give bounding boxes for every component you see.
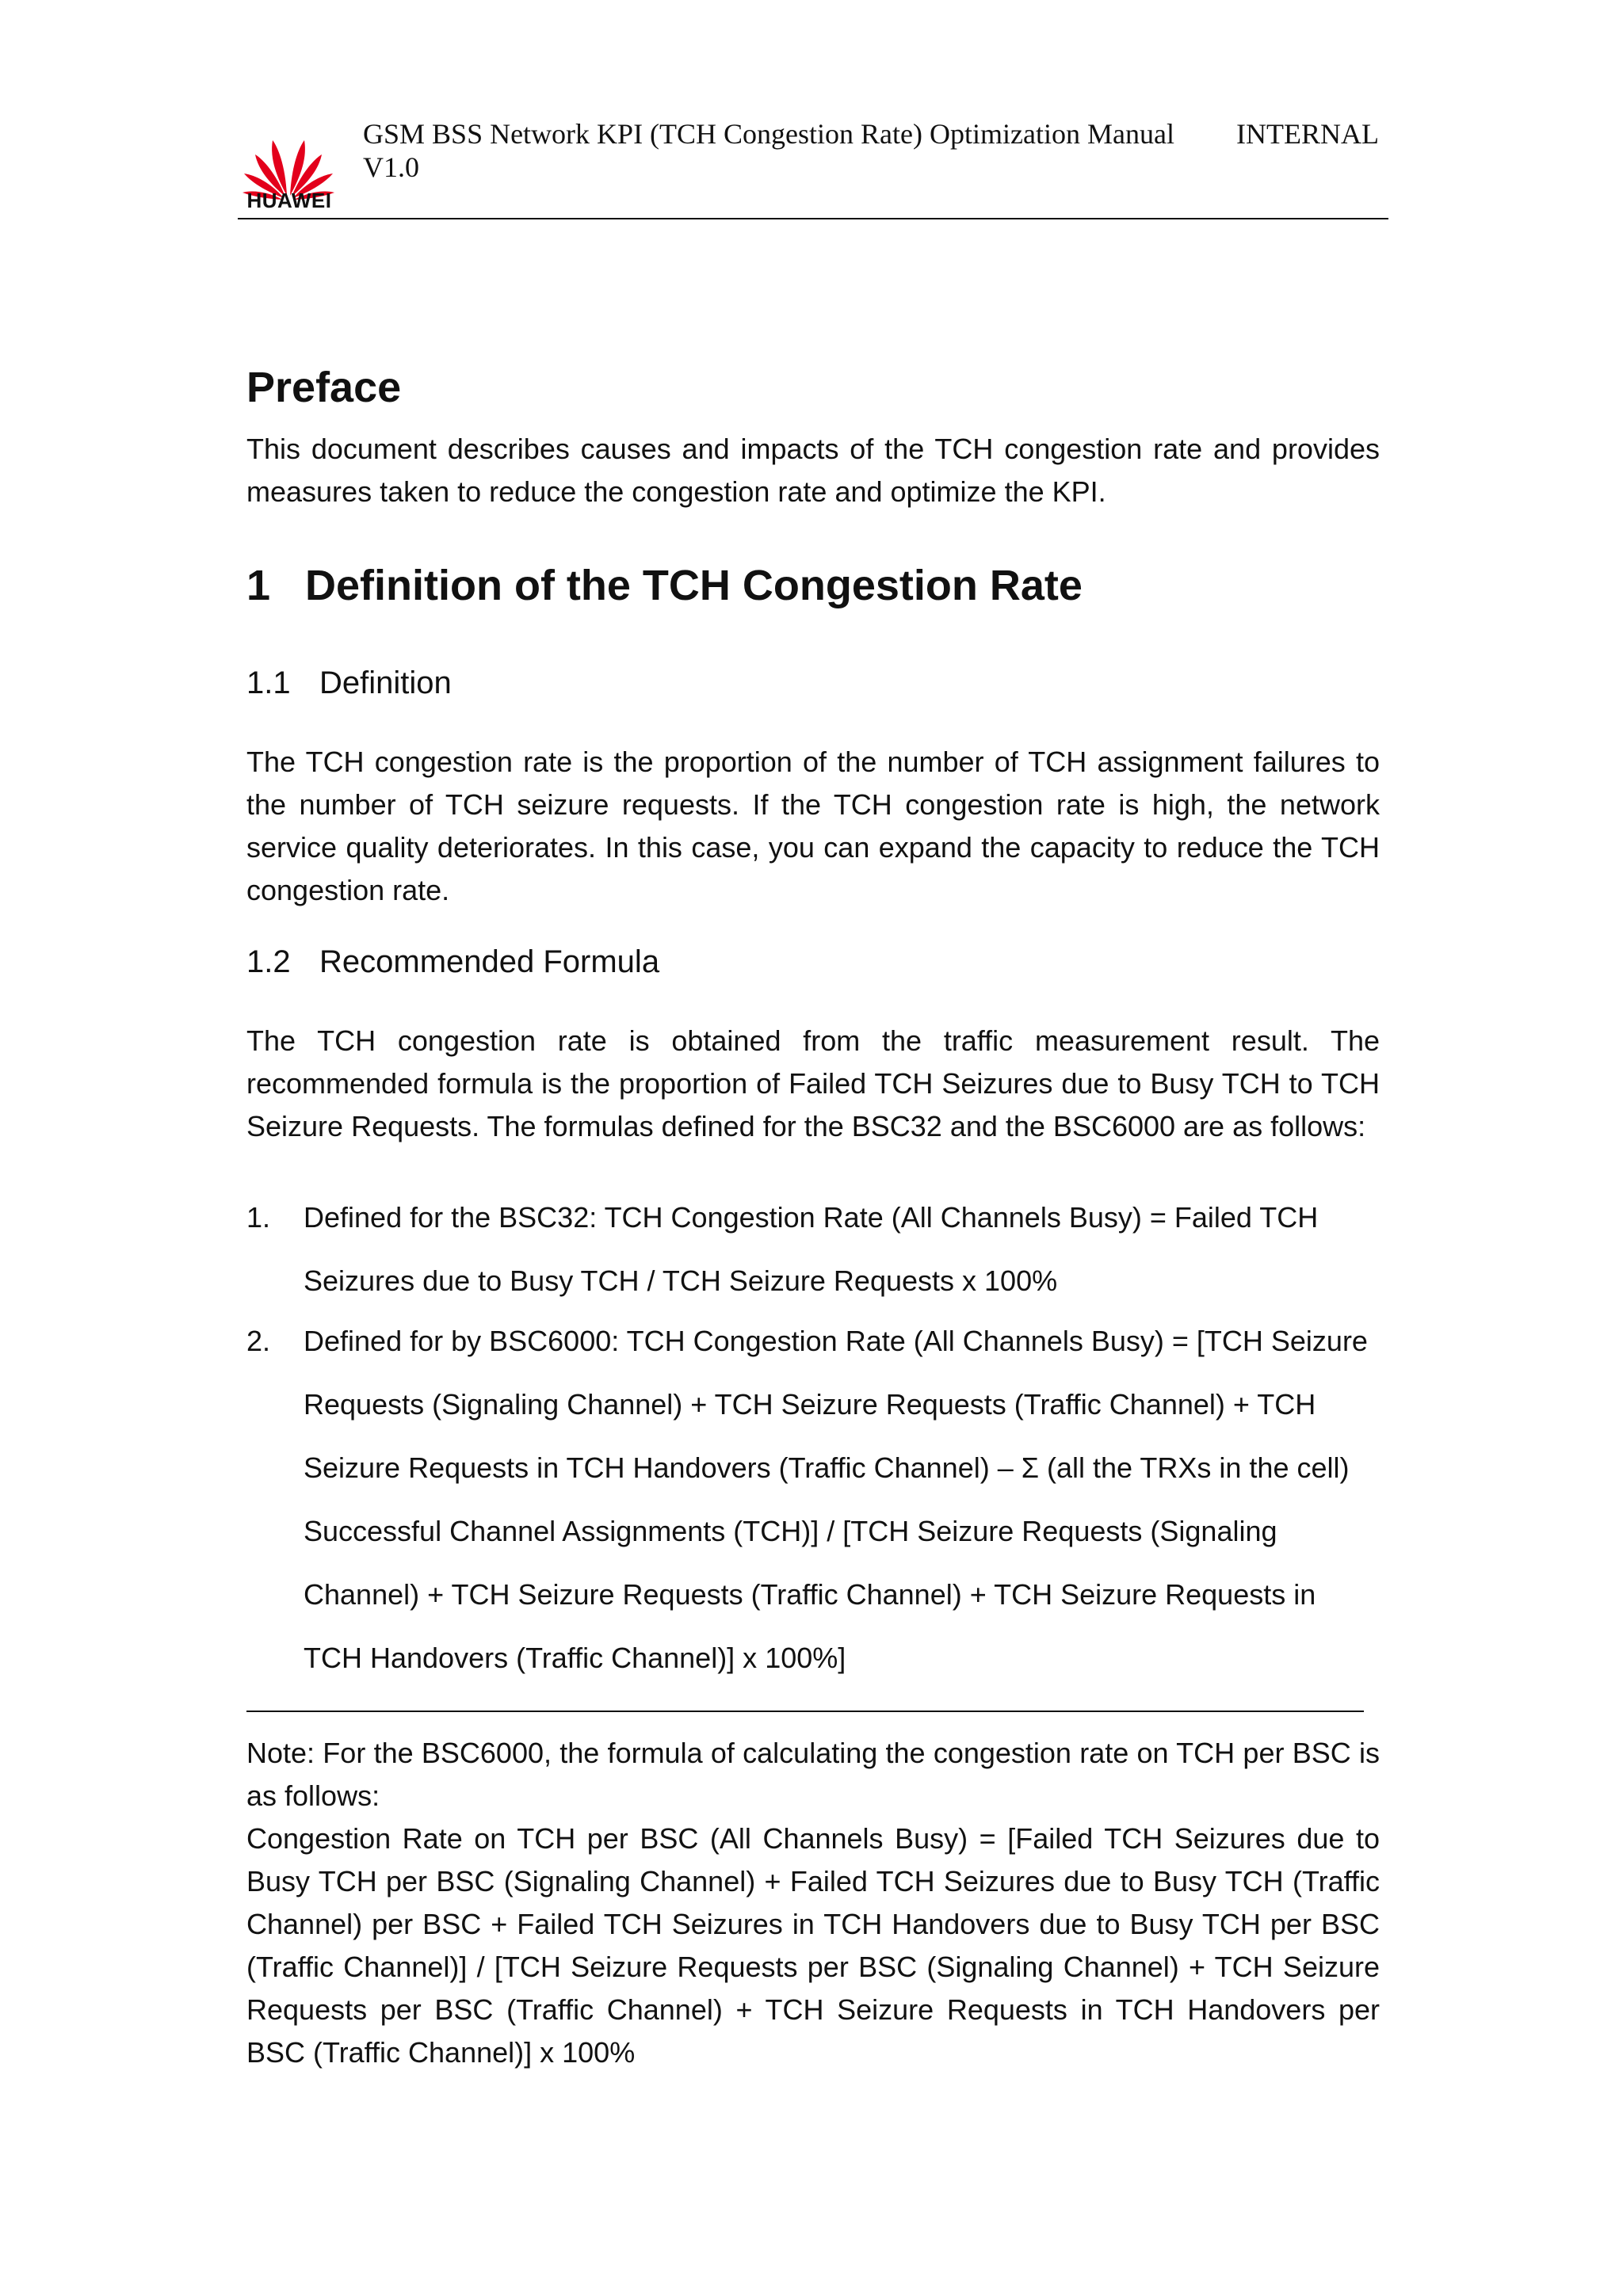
subsection-number: 1.2 xyxy=(246,944,291,979)
preface-paragraph: This document describes causes and impacts of the TCH congestion rate and provides measures taken to reduce the congestion rate and optimize the KPI. xyxy=(246,433,1380,508)
list-line: Successful Channel Assignments (TCH)] / [TCH Seizure Requests (Signaling xyxy=(304,1515,1277,1547)
list-line: Seizure Requests in TCH Handovers (Traffic Channel) – Σ (all the TRXs in the cell) xyxy=(304,1451,1350,1484)
list-item xyxy=(246,1310,1380,1690)
list-item xyxy=(246,1186,1380,1313)
list-line: Requests (Signaling Channel) + TCH Seizure Requests (Traffic Channel) + TCH xyxy=(304,1388,1316,1421)
list-line: Defined for the BSC32: TCH Congestion Rate (All Channels Busy) = Failed TCH xyxy=(304,1201,1319,1234)
note-block xyxy=(246,1732,1380,2074)
note-formula: Congestion Rate on TCH per BSC (All Channels Busy) = [Failed TCH Seizures due to Busy TCH per BSC (Signaling Channel) + Failed TCH Seizures due to Busy TCH (Traffic Channel) per BSC + Failed TCH Seizures in TCH Handovers due to Busy TCH per BSC (Traffic Channel)] / [TCH Seizure Requests per BSC (Signaling Channel) + TCH Seizure Requests per BSC (Traffic Channel) + TCH Seizure Requests in TCH Handovers per BSC (Traffic Channel)] x 100% xyxy=(246,1822,1380,2069)
formula-paragraph: The TCH congestion rate is obtained from the traffic measurement result. The recommended formula is the proportion of Failed TCH Seizures due to Busy TCH to TCH Seizure Requests. The formulas defined for the BSC32 and the BSC6000 are as follows: xyxy=(246,1024,1380,1142)
definition-paragraph: The TCH congestion rate is the proportion of the number of TCH assignment failures to the number of TCH seizure requests. If the TCH congestion rate is high, the network service quality deteriorates. In this case, you can expand the capacity to reduce the TCH congestion rate. xyxy=(246,746,1380,906)
subsection-title: Recommended Formula xyxy=(319,944,660,979)
page-header xyxy=(238,111,1387,222)
list-item-number: 1. xyxy=(246,1201,271,1234)
note-intro: Note: For the BSC6000, the formula of calculating the congestion rate on TCH per BSC is as follows: xyxy=(246,1737,1380,1812)
list-line: Channel) + TCH Seizure Requests (Traffic Channel) + TCH Seizure Requests in xyxy=(304,1578,1316,1611)
section-title: Definition of the TCH Congestion Rate xyxy=(305,562,1083,609)
list-line: Defined for by BSC6000: TCH Congestion Rate (All Channels Busy) = [TCH Seizure xyxy=(304,1325,1368,1357)
list-line: TCH Handovers (Traffic Channel)] x 100%] xyxy=(304,1642,846,1674)
classification-label: INTERNAL xyxy=(1236,118,1379,150)
section-number: 1 xyxy=(246,562,271,609)
subsection-1-2-heading xyxy=(246,944,659,980)
preface-heading: Preface xyxy=(246,364,402,411)
subsection-1-1-heading xyxy=(246,666,452,701)
header-divider xyxy=(238,218,1388,219)
formula-list xyxy=(246,1186,1380,1690)
document-title: GSM BSS Network KPI (TCH Congestion Rate) Optimization Manual V1.0 xyxy=(363,118,1174,183)
logo-wordmark: HUAWEI xyxy=(246,189,332,212)
section-1-heading xyxy=(246,561,1083,610)
list-item-number: 2. xyxy=(246,1325,271,1357)
subsection-title: Definition xyxy=(319,666,452,700)
subsection-number: 1.1 xyxy=(246,666,291,700)
list-line: Seizures due to Busy TCH / TCH Seizure Requests x 100% xyxy=(304,1264,1058,1297)
note-divider xyxy=(246,1711,1364,1712)
